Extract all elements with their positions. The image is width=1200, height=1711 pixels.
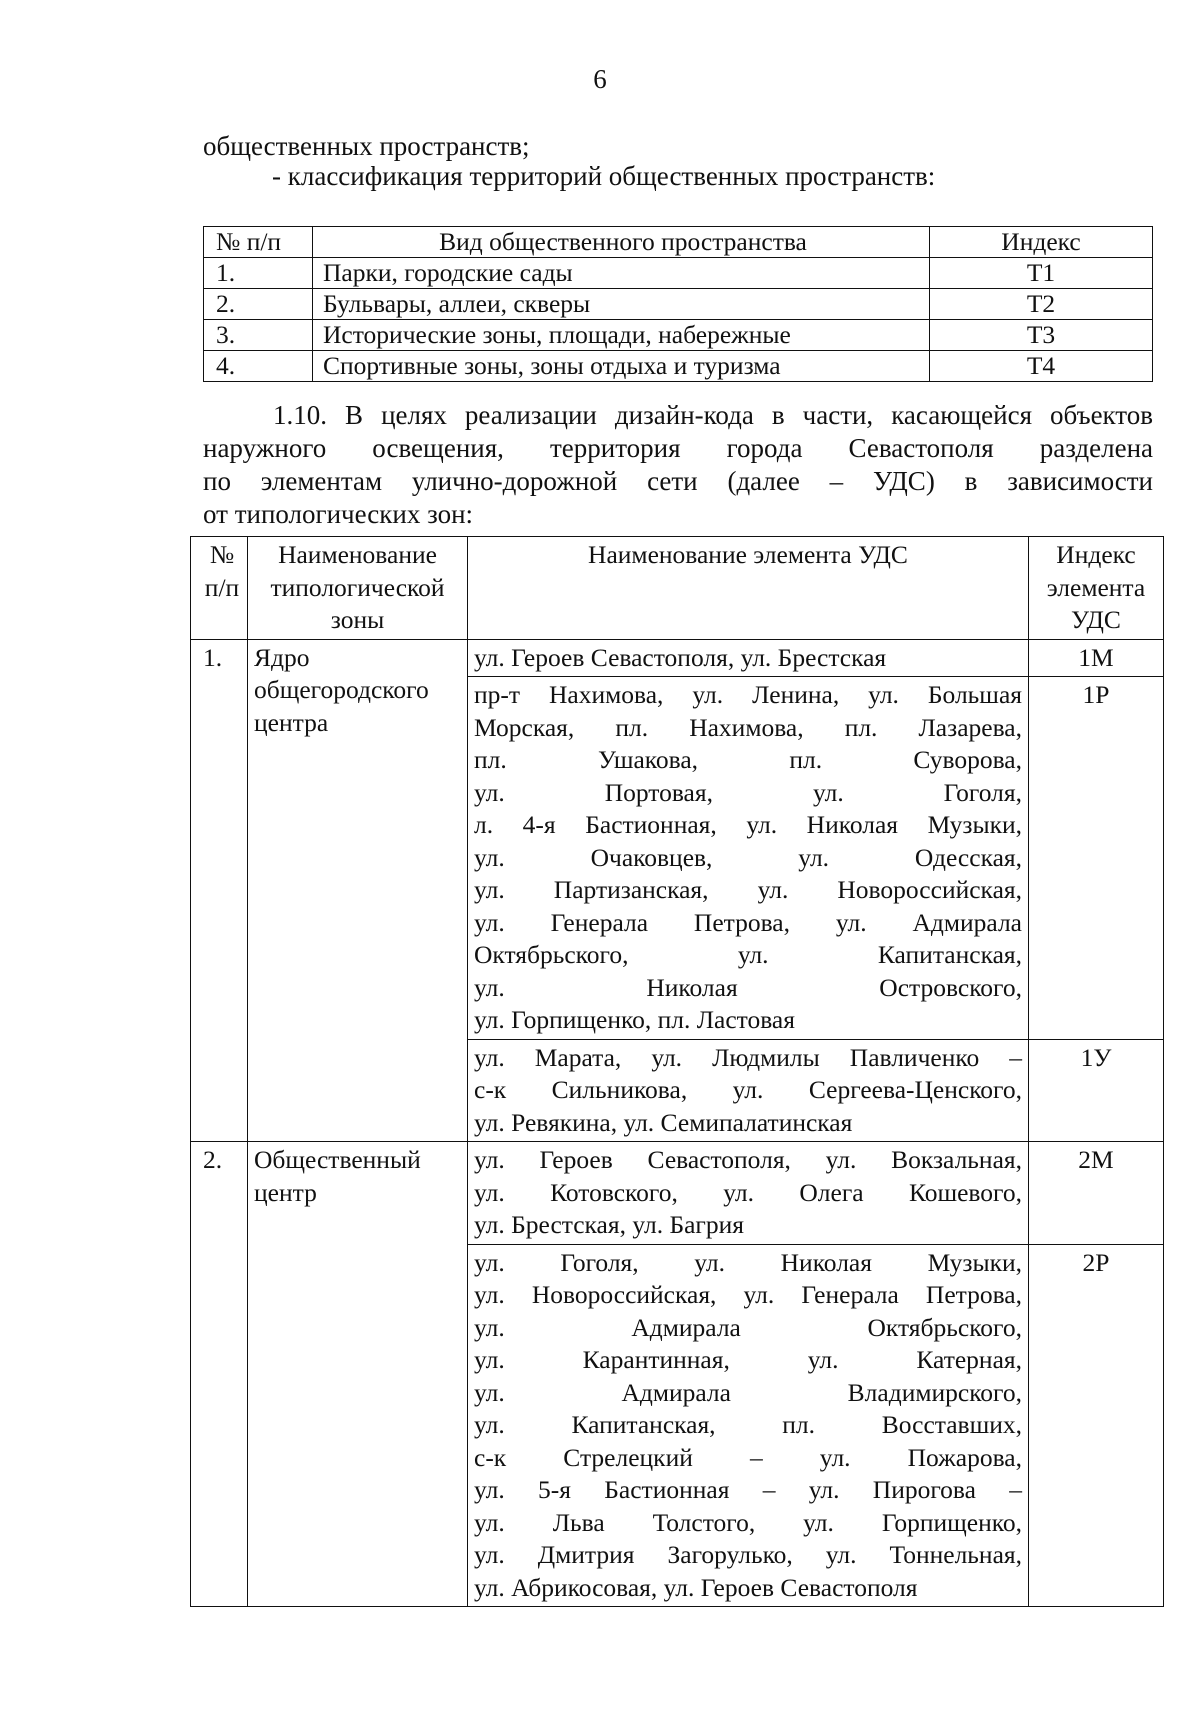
element-name-cell bbox=[468, 1244, 1029, 1607]
text-line: ул. Марата, ул. Людмилы Павличенко – bbox=[474, 1042, 1022, 1072]
element-index-cell: 2М bbox=[1029, 1142, 1164, 1245]
text-line: ул. Генерала Петрова, ул. Адмирала bbox=[474, 907, 1022, 937]
text-line: пл. Ушакова, пл. Суворова, bbox=[474, 745, 1022, 774]
page-number: 6 bbox=[593, 64, 607, 94]
public-spaces-classification-table bbox=[203, 226, 1153, 382]
index-cell: Т4 bbox=[930, 351, 1153, 382]
text-line: № bbox=[209, 540, 235, 569]
element-index-cell: 1Р bbox=[1029, 677, 1164, 1040]
text-line: пр-т Нахимова, ул. Ленина, ул. Большая bbox=[474, 680, 1022, 709]
text-line: ул. Капитанская, пл. Восставших, bbox=[474, 1410, 1022, 1439]
table-row bbox=[204, 351, 1153, 382]
text-line: ул. Дмитрия Загорулько, ул. Тоннельная, bbox=[474, 1540, 1022, 1569]
text-line: УДС bbox=[1071, 605, 1121, 634]
text-line: ул. Адмирала Владимирского, bbox=[474, 1377, 1022, 1407]
element-name-cell bbox=[468, 639, 1029, 677]
text-line: центр bbox=[254, 1177, 317, 1207]
text-line: Общественный bbox=[254, 1145, 421, 1174]
paragraph-line: по элементам улично-дорожной сети (далее – УДС) в зависимости bbox=[203, 466, 1153, 496]
index-cell: Т1 bbox=[930, 258, 1153, 289]
text-line: ул. Брестская, ул. Багрия bbox=[474, 1210, 744, 1239]
text-line: ул. Николая Островского, bbox=[474, 972, 1022, 1002]
space-type-cell: Парки, городские сады bbox=[313, 258, 930, 289]
text-line: ул. Льва Толстого, ул. Горпищенко, bbox=[474, 1507, 1022, 1537]
text-line: ул. Гоголя, ул. Николая Музыки, bbox=[474, 1247, 1022, 1277]
text-line: Ядро bbox=[254, 642, 310, 672]
header-number: № п/п bbox=[204, 227, 313, 258]
table-row bbox=[204, 289, 1153, 320]
text-line: ул. Абрикосовая, ул. Героев Севастополя bbox=[474, 1572, 918, 1602]
row-number: 2. bbox=[204, 289, 313, 320]
header-element-name: Наименование элемента УДС bbox=[468, 537, 1029, 640]
header-number bbox=[191, 537, 248, 640]
space-type-cell: Исторические зоны, площади, набережные bbox=[313, 320, 930, 351]
text-line: ул. Героев Севастополя, ул. Брестская bbox=[474, 642, 887, 672]
element-index-cell: 1У bbox=[1029, 1039, 1164, 1142]
text-line: ул. Ревякина, ул. Семипалатинская bbox=[474, 1107, 853, 1137]
element-name-cell bbox=[468, 1039, 1029, 1142]
element-name-cell bbox=[468, 1142, 1029, 1245]
intro-line-2: - классификация территорий общественных пространств: bbox=[272, 161, 936, 191]
zone-number-cell: 2. bbox=[191, 1142, 248, 1607]
space-type-cell: Бульвары, аллеи, скверы bbox=[313, 289, 930, 320]
text-line: элемента bbox=[1046, 572, 1146, 602]
text-line: с-к Сильникова, ул. Сергеева-Ценского, bbox=[474, 1075, 1022, 1104]
text-line: Октябрьского, ул. Капитанская, bbox=[474, 940, 1022, 969]
row-number: 4. bbox=[204, 351, 313, 382]
paragraph-line: наружного освещения, территория города Севастополя разделена bbox=[203, 433, 1153, 463]
text-line: ул. Котовского, ул. Олега Кошевого, bbox=[474, 1177, 1022, 1207]
header-zone-name bbox=[248, 537, 468, 640]
text-line: Наименование bbox=[278, 540, 437, 569]
text-line: типологической bbox=[270, 572, 445, 602]
table-header-row bbox=[204, 227, 1153, 258]
table-row bbox=[204, 258, 1153, 289]
zone-name-cell bbox=[248, 639, 468, 1142]
text-line: ул. Героев Севастополя, ул. Вокзальная, bbox=[474, 1145, 1022, 1174]
paragraph-line: 1.10. В целях реализации дизайн-кода в части, касающейся объектов bbox=[273, 400, 1153, 430]
road-network-elements-table bbox=[190, 536, 1164, 1607]
text-line: ул. Очаковцев, ул. Одесская, bbox=[474, 842, 1022, 872]
text-line: Морская, пл. Нахимова, пл. Лазарева, bbox=[474, 712, 1022, 742]
table-header-row bbox=[191, 537, 1164, 640]
text-line: ул. Адмирала Октябрьского, bbox=[474, 1312, 1022, 1342]
text-line: л. 4-я Бастионная, ул. Николая Музыки, bbox=[474, 810, 1022, 839]
zone-number-cell: 1. bbox=[191, 639, 248, 1142]
table-row bbox=[191, 639, 1164, 677]
element-name-cell bbox=[468, 677, 1029, 1040]
row-number: 1. bbox=[204, 258, 313, 289]
text-line: ул. Партизанская, ул. Новороссийская, bbox=[474, 875, 1022, 904]
zone-name-cell bbox=[248, 1142, 468, 1607]
text-line: зоны bbox=[330, 605, 385, 634]
header-index: Индекс bbox=[930, 227, 1153, 258]
paragraph-1-10 bbox=[203, 399, 1153, 531]
element-index-cell: 1М bbox=[1029, 639, 1164, 677]
text-line: ул. Горпищенко, пл. Ластовая bbox=[474, 1005, 795, 1034]
text-line: ул. Новороссийская, ул. Генерала Петрова, bbox=[474, 1280, 1022, 1309]
text-line: ул. Карантинная, ул. Катерная, bbox=[474, 1345, 1022, 1374]
index-cell: Т2 bbox=[930, 289, 1153, 320]
text-line: ул. Портовая, ул. Гоголя, bbox=[474, 777, 1022, 807]
space-type-cell: Спортивные зоны, зоны отдыха и туризма bbox=[313, 351, 930, 382]
row-number: 3. bbox=[204, 320, 313, 351]
text-line: ул. 5-я Бастионная – ул. Пирогова – bbox=[474, 1475, 1022, 1504]
element-index-cell: 2Р bbox=[1029, 1244, 1164, 1607]
table-row bbox=[191, 1142, 1164, 1245]
text-line: общегородского bbox=[254, 675, 429, 704]
intro-line-1: общественных пространств; bbox=[203, 131, 530, 161]
header-space-type: Вид общественного пространства bbox=[313, 227, 930, 258]
text-line: Индекс bbox=[1056, 540, 1136, 569]
index-cell: Т3 bbox=[930, 320, 1153, 351]
table-row bbox=[204, 320, 1153, 351]
text-line: п/п bbox=[204, 572, 240, 602]
text-line: центра bbox=[254, 707, 329, 737]
header-element-index bbox=[1029, 537, 1164, 640]
paragraph-line: от типологических зон: bbox=[203, 499, 474, 529]
text-line: с-к Стрелецкий – ул. Пожарова, bbox=[474, 1442, 1022, 1472]
